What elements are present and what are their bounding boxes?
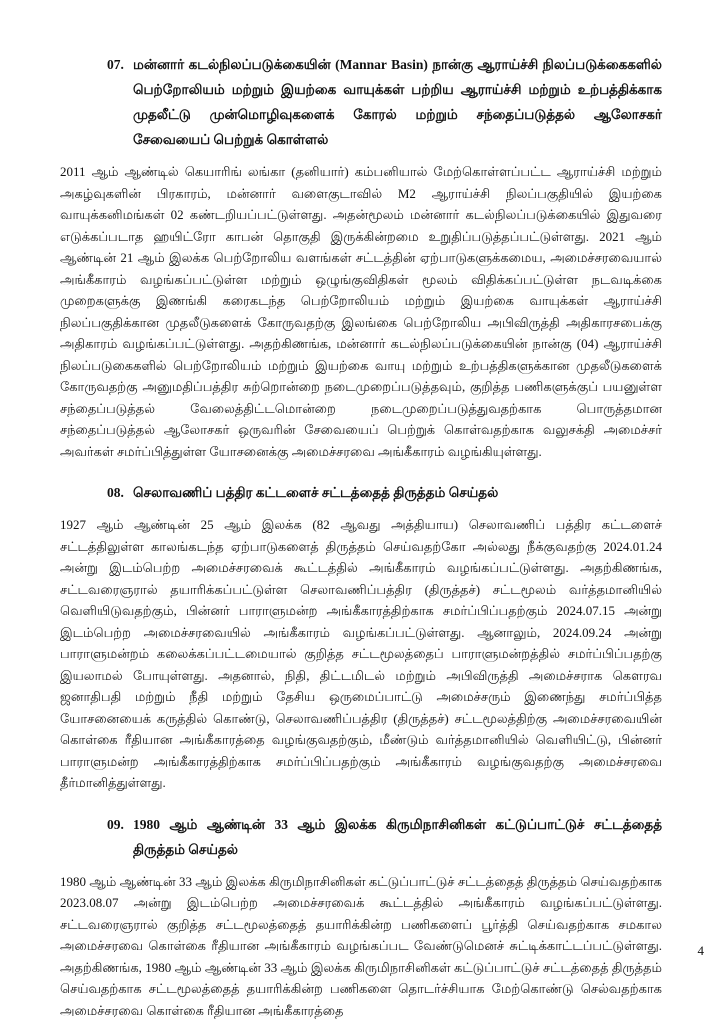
section-07: [60, 52, 662, 462]
section-07-heading-text: மன்னார் கடல்நிலப்படுக்கையின் (Mannar Basin) நான்கு ஆராய்ச்சி நிலப்படுக்கைகளில் பெற்றோலியம் மற்றும் இயற்கை வாயுக்கள் பற்றிய ஆராய்ச்சி மற்றும் உற்பத்திக்காக முதலீட்டு முன்மொழிவுகளைக் கோரல் மற்றும் சந்தைப்படுத்தல் ஆலோசகர் சேவையைப் பெற்றுக் கொள்ளல்: [133, 57, 662, 147]
section-07-heading: [107, 52, 662, 152]
section-08-body: 1927 ஆம் ஆண்டின் 25 ஆம் இலக்க (82 ஆவது அத்தியாய) செலாவணிப் பத்திர கட்டளைச் சட்டத்திலுள்ள காலங்கடந்த ஏற்பாடுகளைத் திருத்தம் செய்வதற்கோ அல்லது நீக்குவதற்கு 2024.01.24 அன்று இடம்பெற்ற அமைச்சரவைக் கூட்டத்தில் அங்கீகாரம் வழங்கப்பட்டுள்ளது. அதற்கிணங்க, சட்டவரைஞரால் தயாரிக்கப்பட்டுள்ள செலாவணிப்பத்திர (திருத்தச்) சட்டமூலம் வர்த்தமானியில் வெளியிடுவதற்கும், பின்னர் பாராளுமன்ற அங்கீகாரத்திற்காக சமர்ப்பிப்பதற்கும் 2024.07.15 அன்று இடம்பெற்ற அமைச்சரவையில் அங்கீகாரம் வழங்கப்பட்டுள்ளது. ஆனாலும், 2024.09.24 அன்று பாராளுமன்றம் கலைக்கப்பட்டமையால் குறித்த சட்டமூலத்தைப் பாராளுமன்றத்தில் சமர்ப்பிப்பதற்கு இயலாமல் போயுள்ளது. அதனால், நிதி, திட்டமிடல் மற்றும் அபிவிருத்தி அமைச்சராக கௌரவ ஜனாதிபதி மற்றும் நீதி மற்றும் தேசிய ஒருமைப்பாட்டு அமைச்சரும் இணைந்து சமர்ப்பித்த யோசனையைக் கருத்தில் கொண்டு, செலாவணிப்பத்திர (திருத்தச்) சட்டமூலத்திற்கு அமைச்சரவையின் கொள்கை ரீதியான அங்கீகாரத்தை வழங்குவதற்கும், மீண்டும் வர்த்தமானியில் வெளியிட்டு, பின்னர் பாராளுமன்ற அங்கீகாரத்திற்காக சமர்ப்பிப்பதற்கும் அங்கீகாரம் வழங்குவதற்கு அமைச்சரவை தீர்மானித்துள்ளது.: [60, 517, 662, 790]
section-08: [60, 480, 662, 794]
section-08-heading-text: செலாவணிப் பத்திர கட்டளைச் சட்டத்தைத் திருத்தம் செய்தல்: [133, 485, 499, 500]
section-09: [60, 812, 662, 1022]
section-09-number: 09.: [107, 816, 124, 832]
section-08-number: 08.: [107, 485, 124, 500]
section-09-heading: [107, 812, 662, 862]
document-content: [60, 52, 662, 1021]
section-09-heading-text: 1980 ஆம் ஆண்டின் 33 ஆம் இலக்க கிருமிநாசினிகள் கட்டுப்பாட்டுச் சட்டத்தைத் திருத்தம் செய்தல்: [133, 816, 662, 857]
section-09-body: 1980 ஆம் ஆண்டின் 33 ஆம் இலக்க கிருமிநாசினிகள் கட்டுப்பாட்டுச் சட்டத்தைத் திருத்தம் செய்வதற்காக 2023.08.07 அன்று இடம்பெற்ற அமைச்சரவைக் கூட்டத்தில் அங்கீகாரம் வழங்கப்பட்டுள்ளது. சட்டவரைஞரால் குறித்த சட்டமூலத்தைத் தயாரிக்கின்ற பணிகளைப் பூர்த்தி செய்வதற்காக சமகால அமைச்சரவை கொள்கை ரீதியான அங்கீகாரம் வழங்கப்பட வேண்டுமெனச் சுட்டிக்காட்டப்பட்டுள்ளது. அதற்கிணங்க, 1980 ஆம் ஆண்டின் 33 ஆம் இலக்க கிருமிநாசினிகள் கட்டுப்பாட்டுச் சட்டத்தைத் திருத்தம் செய்வதற்காக சட்டமூலத்தைத் தயாரிக்கின்ற பணிகளை தொடர்ச்சியாக மேற்கொண்டு செல்வதற்காக அமைச்சரவை கொள்கை ரீதியான அங்கீகாரத்தை: [60, 873, 662, 1018]
page-number: 4: [697, 943, 704, 958]
section-07-number: 07.: [107, 57, 124, 72]
section-08-heading: [107, 480, 662, 505]
section-07-body: 2011 ஆம் ஆண்டில் கெயாரிங் லங்கா (தனியார்) கம்பனியால் மேற்கொள்ளப்பட்ட ஆராய்ச்சி மற்றும் அகழ்வுகளின் பிரகாரம், மன்னார் வளைகுடாவில் M2 ஆராய்ச்சி நிலப்பகுதியில் இயற்கை வாயுக்கனிமங்கள் 02 கண்டறியப்பட்டுள்ளது. அதன்மூலம் மன்னார் கடல்நிலப்படுக்கையில் இதுவரை எடுக்கப்படாத ஹயிட்ரோ காபன் தொகுதி இருக்கின்றமை உறுதிப்படுத்தப்பட்டுள்ளது. 2021 ஆம் ஆண்டின் 21 ஆம் இலக்க பெற்றோலிய வளங்கள் சட்டத்தின் ஏற்பாடுகளுக்கமைய, அமைச்சரவையால் அங்கீகாரம் வழங்கப்பட்டுள்ள மற்றும் ஒழுங்குவிதிகள் மூலம் விதிக்கப்பட்டுள்ள நடவடிக்கை முறைகளுக்கு இணங்கி கரைகடந்த பெற்றோலியம் மற்றும் இயற்கை வாயுக்கள் ஆராய்ச்சி நிலப்பகுதிக்கான முதலீடுகளைக் கோருவதற்கு இலங்கை பெற்றோலிய அபிவிருத்தி அதிகாரசபைக்கு அதிகாரம் வழங்கப்பட்டுள்ளது. அதற்கிணங்க, மன்னார் கடல்நிலப்படுக்கையின் நான்கு (04) ஆராய்ச்சி நிலப்படுகைகளில் பெற்றோலியம் மற்றும் இயற்கை வாயு மற்றும் உற்பத்திகளுக்கான முதலீடுகளைக் கோருவதற்கு அனுமதிப்பத்திர சுற்றொன்றை நடைமுறைப்படுத்தவும், குறித்த பணிகளுக்குப் பயனுள்ள சந்தைப்படுத்தல் வேலைத்திட்டமொன்றை நடைமுறைப்படுத்துவதற்காக பொருத்தமான சந்தைப்படுத்தல் ஆலோசகர் ஒருவரின் சேவையைப் பெற்றுக் கொள்வதற்காக வலுசக்தி அமைச்சர் அவர்கள் சமர்ப்பித்துள்ள யோசனைக்கு அமைச்சரவை அங்கீகாரம் வழங்கியுள்ளது.: [60, 164, 662, 459]
